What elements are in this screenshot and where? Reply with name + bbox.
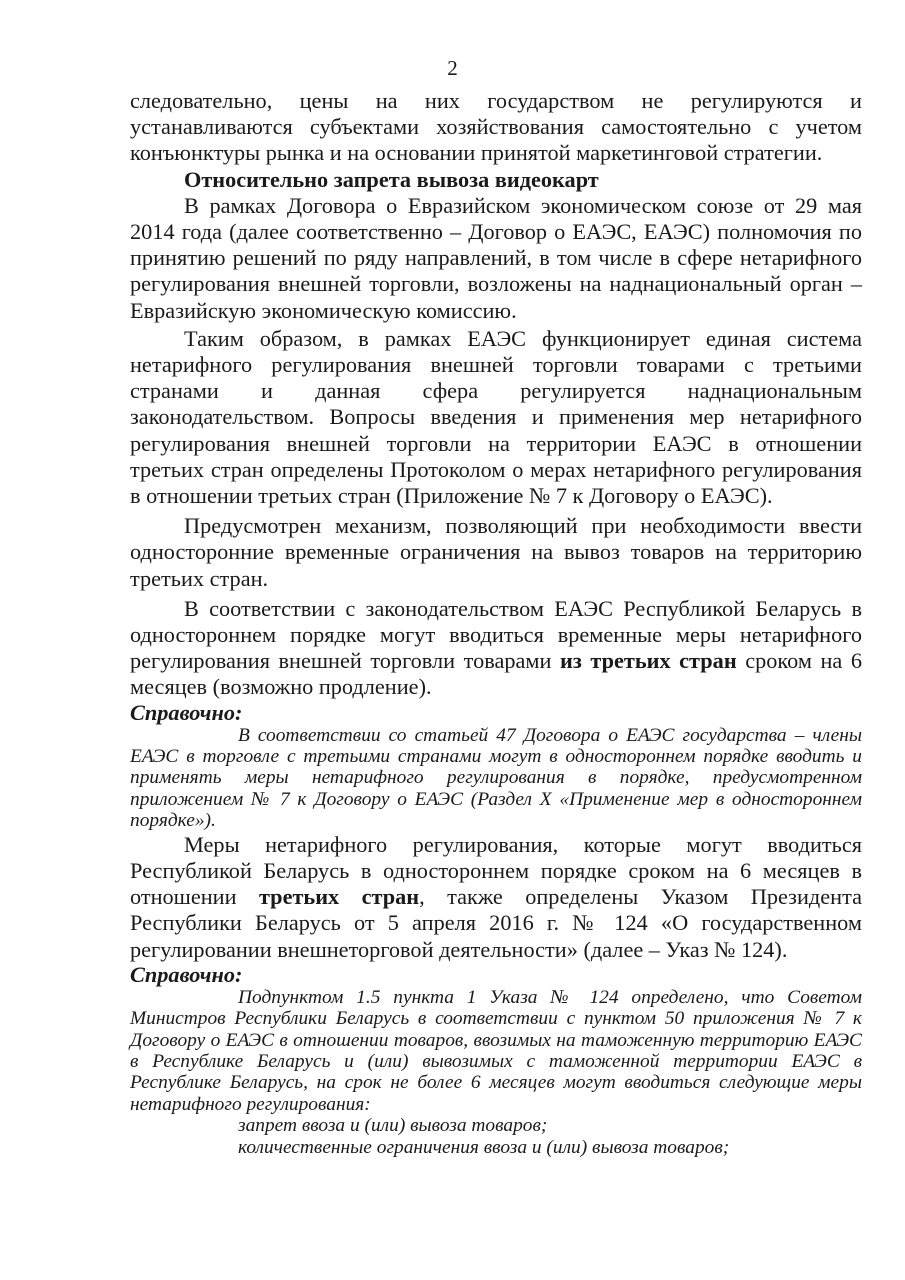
paragraph-mechanism: Предусмотрен механизм, позволяющий при необходимости ввести односторонние временные ограничения на вывоз товаров на территорию третьих стран. (130, 513, 862, 591)
page-number: 2 (447, 56, 458, 80)
text-run: , также определены Указом Президента Республики Беларусь от 5 апреля 2016 г. № 124 «О государственном регулировании внешнеторговой деятельности» (далее – Указ № 124). (130, 884, 862, 962)
paragraph-belarus-measures (130, 596, 862, 701)
reference-note-decree: Подпунктом 1.5 пункта 1 Указа № 124 определено, что Советом Министров Республики Беларусь в соответствии с пунктом 50 приложения № 7 к Договору о ЕАЭС в отношении товаров, ввозимых на таможенную территорию ЕАЭС в Республике Беларусь и (или) вывозимых с таможенной территории ЕАЭС в Республике Беларусь, на срок не более 6 месяцев могут вводиться следующие меры нетарифного регулирования: (130, 986, 862, 1115)
measure-list-item: количественные ограничения ввоза и (или) вывоза товаров; (238, 1136, 730, 1158)
paragraph-decree-124 (130, 832, 862, 963)
section-heading: Относительно запрета вывоза видеокарт (184, 166, 599, 192)
reference-text: В соответствии со статьей 47 Договора о ЕАЭС государства – члены ЕАЭС в торговле с третьими странами могут в одностороннем порядке вводить и применять меры нетарифного регулирования в порядке, предусмотренном приложением № 7 к Договору о ЕАЭС (Раздел X «Применение мер в одностороннем порядке»). (130, 724, 862, 832)
reference-label: Справочно: (130, 699, 243, 725)
text-run: сроком на 6 месяцев (возможно продление). (130, 648, 862, 700)
emphasis-third-countries: из третьих стран (560, 648, 737, 674)
document-body (130, 88, 862, 1158)
emphasis-third-countries: третьих стран (258, 884, 420, 910)
measure-list-item: запрет ввоза и (или) вывоза товаров; (238, 1115, 548, 1137)
paragraph-continuation: следовательно, цены на них государством не регулируются и устанавливаются субъектами хозяйствования самостоятельно с учетом конъюнктуры рынка и на основании принятой маркетинговой стратегии. (130, 88, 862, 166)
reference-label: Справочно: (130, 961, 243, 987)
text-run: Меры нетарифного регулирования, которые могут вводиться Республикой Беларусь в одностороннем порядке сроком на 6 месяцев в отношении (130, 831, 862, 910)
paragraph-eaeu-treaty: В рамках Договора о Евразийском экономическом союзе от 29 мая 2014 года (далее соответственно – Договор о ЕАЭС, ЕАЭС) полномочия по принятию решений по ряду направлений, в том числе в сфере нетарифного регулирования внешней торговли, возложены на наднациональный орган – Евразийскую экономическую комиссию. (130, 192, 862, 323)
reference-note-article-47 (130, 725, 862, 832)
paragraph-unified-system: Таким образом, в рамках ЕАЭС функционирует единая система нетарифного регулирования внешней торговли товарами с третьими странами и данная сфера регулируется наднациональным законодательством. Вопросы введения и применения мер нетарифного регулирования внешней торговли на территории ЕАЭС в отношении третьих стран определены Протоколом о мерах нетарифного регулирования в отношении третьих стран (Приложение № 7 к Договору о ЕАЭС). (130, 325, 862, 509)
text-run: В соответствии с законодательством ЕАЭС Республикой Беларусь в одностороннем порядке могут вводиться временные меры нетарифного регулирования внешней торговли товарами (130, 595, 862, 674)
